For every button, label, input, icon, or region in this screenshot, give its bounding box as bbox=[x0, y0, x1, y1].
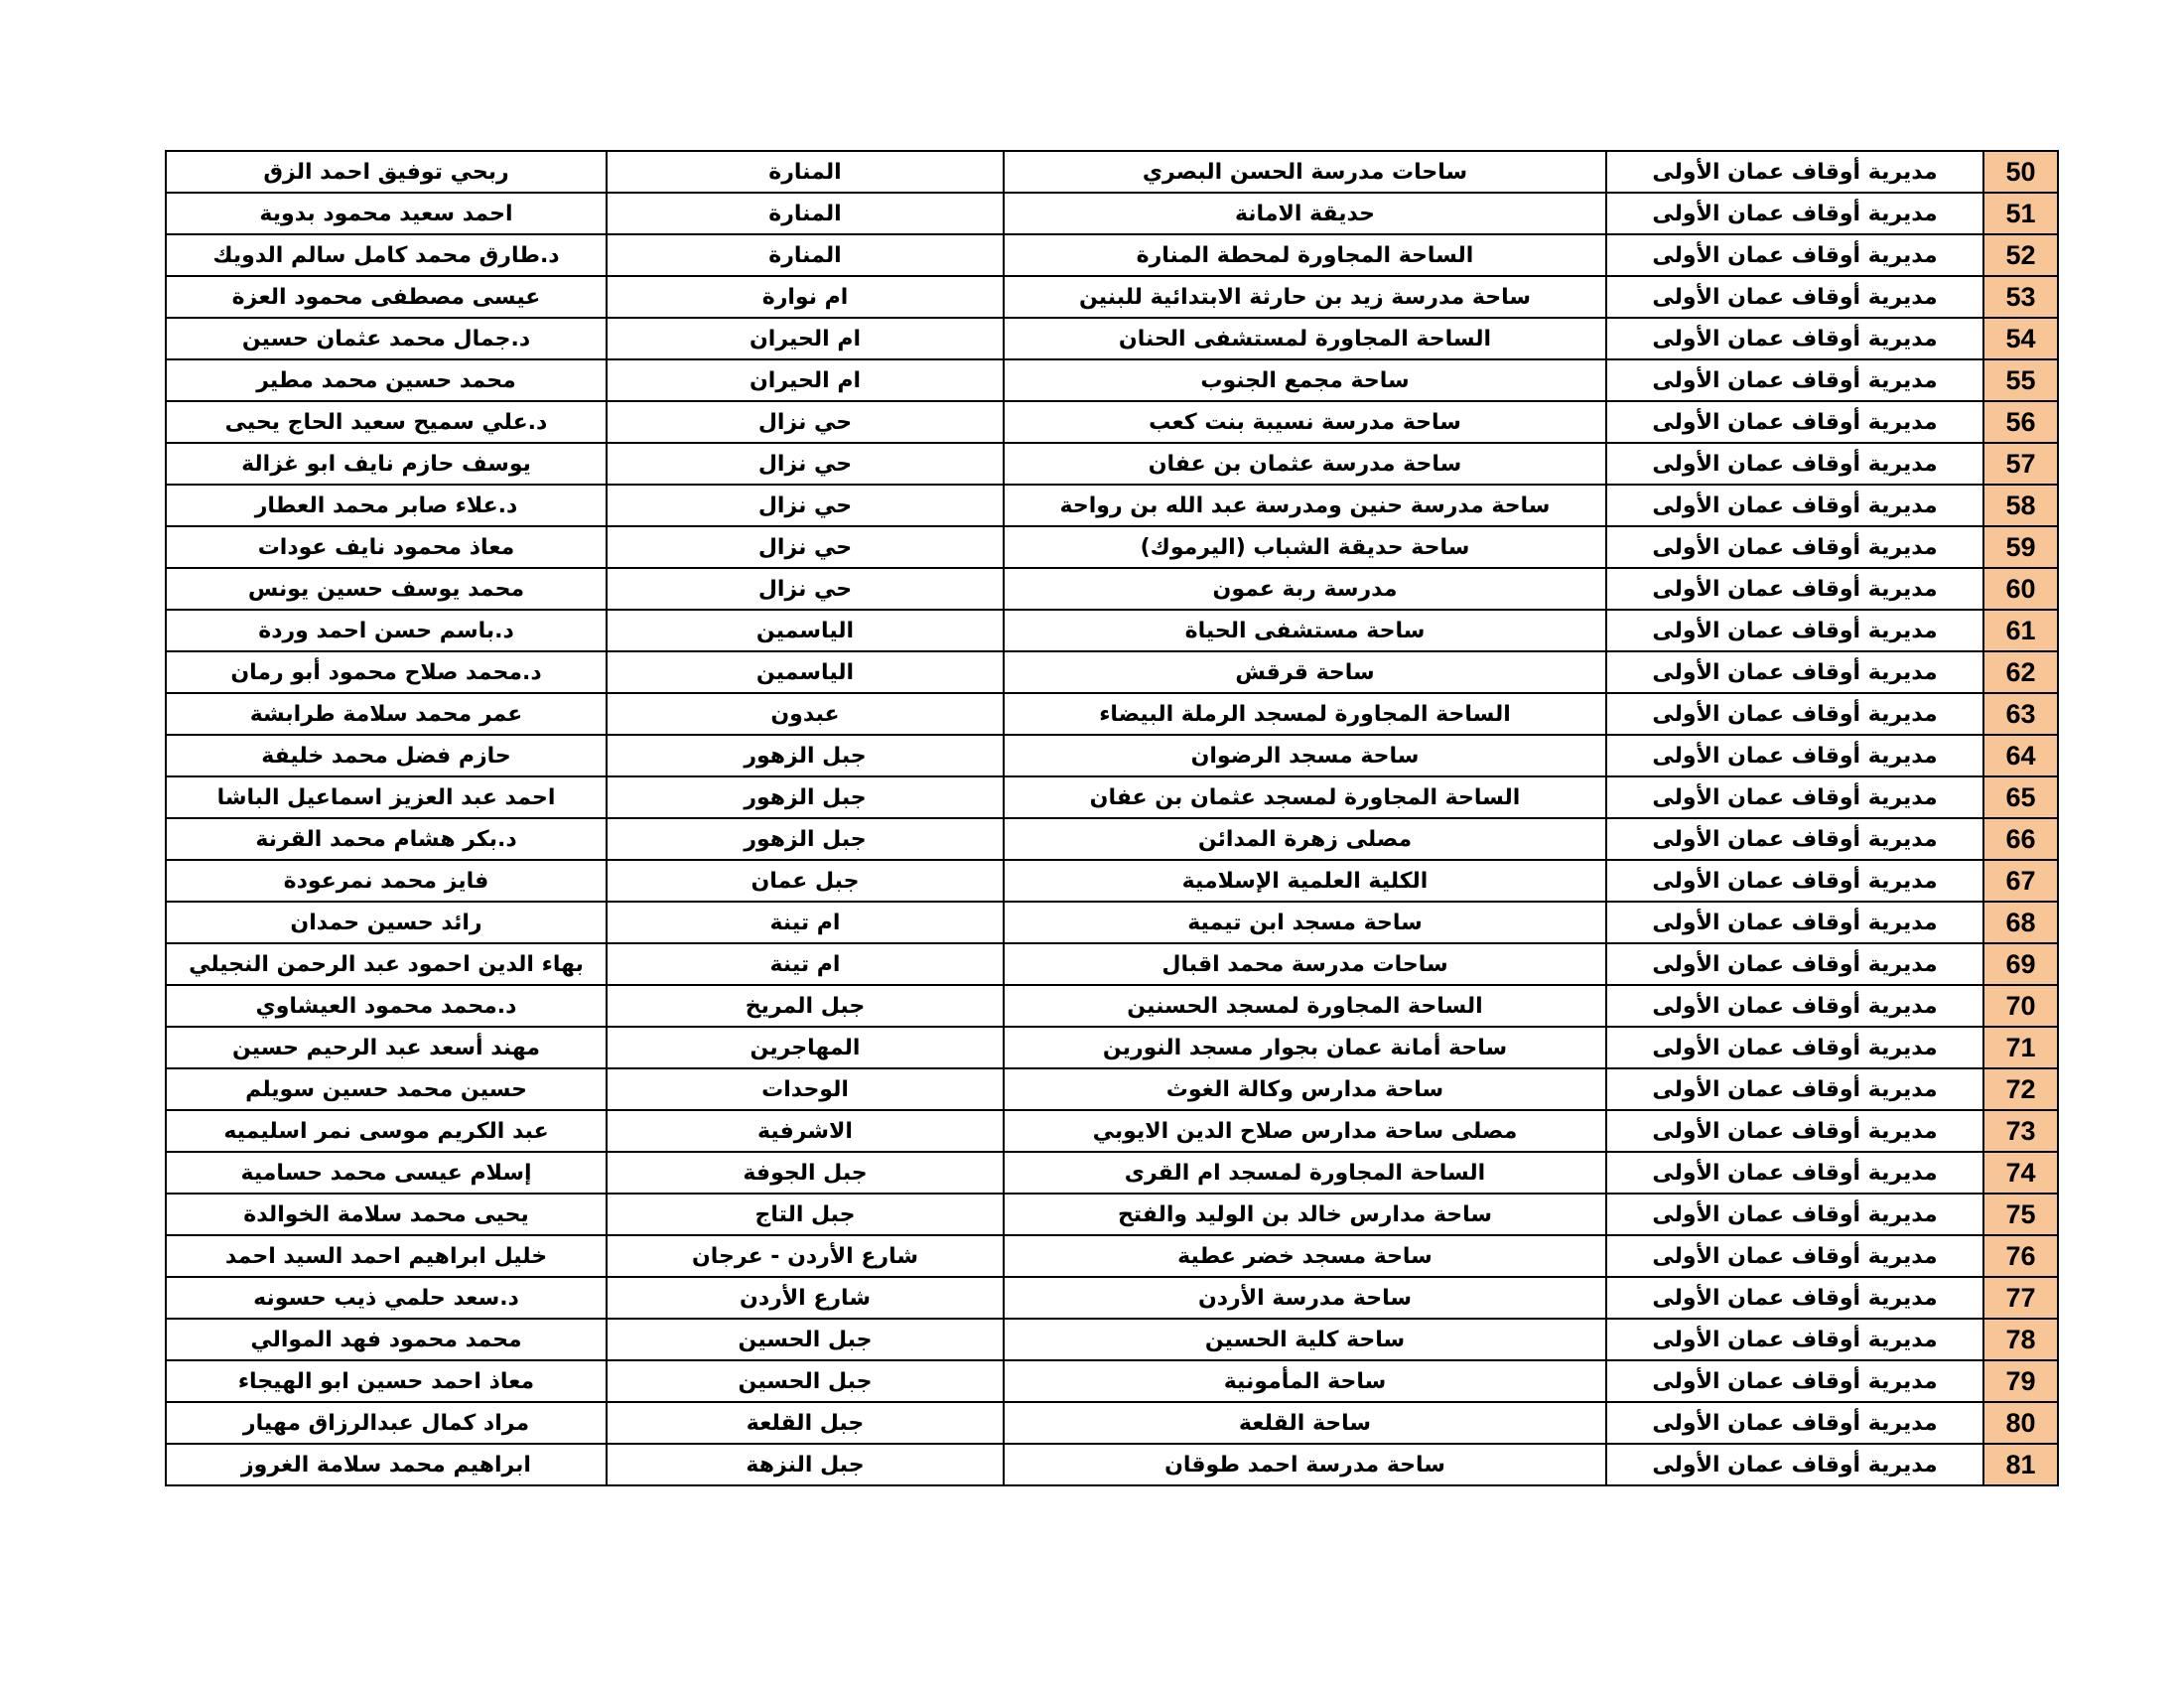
site-cell: ساحة مدرسة نسيبة بنت كعب bbox=[1004, 401, 1606, 443]
directorate-cell: مديرية أوقاف عمان الأولى bbox=[1606, 359, 1983, 401]
imam-name-cell: إسلام عيسى محمد حسامية bbox=[166, 1152, 607, 1194]
imam-name-cell: د.طارق محمد كامل سالم الدويك bbox=[166, 234, 607, 276]
imam-name-cell: د.بكر هشام محمد القرنة bbox=[166, 818, 607, 860]
area-cell: ام نوارة bbox=[607, 276, 1004, 318]
directorate-cell: مديرية أوقاف عمان الأولى bbox=[1606, 1068, 1983, 1110]
area-cell: جبل الحسين bbox=[607, 1360, 1004, 1402]
directorate-cell: مديرية أوقاف عمان الأولى bbox=[1606, 1194, 1983, 1235]
site-cell: ساحة أمانة عمان بجوار مسجد النورين bbox=[1004, 1027, 1606, 1068]
site-cell: الساحة المجاورة لمسجد الحسنين bbox=[1004, 985, 1606, 1027]
directorate-cell: مديرية أوقاف عمان الأولى bbox=[1606, 151, 1983, 193]
directorate-cell: مديرية أوقاف عمان الأولى bbox=[1606, 651, 1983, 693]
directorate-cell: مديرية أوقاف عمان الأولى bbox=[1606, 818, 1983, 860]
row-number-cell: 60 bbox=[1983, 568, 2058, 610]
area-cell: شارع الأردن - عرجان bbox=[607, 1235, 1004, 1277]
imam-name-cell: د.علاء صابر محمد العطار bbox=[166, 485, 607, 526]
area-cell: جبل الحسين bbox=[607, 1319, 1004, 1360]
table-row bbox=[166, 526, 2058, 568]
area-cell: جبل التاج bbox=[607, 1194, 1004, 1235]
table-row bbox=[166, 1152, 2058, 1194]
imam-name-cell: ابراهيم محمد سلامة الغروز bbox=[166, 1444, 607, 1485]
site-cell: ساحة مدرسة الأردن bbox=[1004, 1277, 1606, 1319]
table-row bbox=[166, 943, 2058, 985]
imam-name-cell: محمد محمود فهد الموالي bbox=[166, 1319, 607, 1360]
table-row bbox=[166, 443, 2058, 485]
directorate-cell: مديرية أوقاف عمان الأولى bbox=[1606, 1235, 1983, 1277]
site-cell: ساحة مدرسة زيد بن حارثة الابتدائية للبنين bbox=[1004, 276, 1606, 318]
imam-name-cell: ربحي توفيق احمد الزق bbox=[166, 151, 607, 193]
row-number-cell: 70 bbox=[1983, 985, 2058, 1027]
imam-name-cell: محمد حسين محمد مطير bbox=[166, 359, 607, 401]
row-number-cell: 73 bbox=[1983, 1110, 2058, 1152]
area-cell: الاشرفية bbox=[607, 1110, 1004, 1152]
table-row bbox=[166, 1277, 2058, 1319]
row-number-cell: 52 bbox=[1983, 234, 2058, 276]
row-number-cell: 69 bbox=[1983, 943, 2058, 985]
imam-name-cell: عمر محمد سلامة طرابشة bbox=[166, 693, 607, 735]
site-cell: ساحة مسجد الرضوان bbox=[1004, 735, 1606, 776]
area-cell: الياسمين bbox=[607, 610, 1004, 651]
imam-name-cell: احمد سعيد محمود بدوية bbox=[166, 193, 607, 234]
table-row bbox=[166, 401, 2058, 443]
table-body bbox=[166, 151, 2058, 1485]
directorate-cell: مديرية أوقاف عمان الأولى bbox=[1606, 1444, 1983, 1485]
table-row bbox=[166, 193, 2058, 234]
area-cell: الوحدات bbox=[607, 1068, 1004, 1110]
row-number-cell: 74 bbox=[1983, 1152, 2058, 1194]
imam-name-cell: خليل ابراهيم احمد السيد احمد bbox=[166, 1235, 607, 1277]
imam-name-cell: د.محمد صلاح محمود أبو رمان bbox=[166, 651, 607, 693]
imam-name-cell: حازم فضل محمد خليفة bbox=[166, 735, 607, 776]
area-cell: جبل القلعة bbox=[607, 1402, 1004, 1444]
site-cell: ساحة مدرسة حنين ومدرسة عبد الله بن رواحة bbox=[1004, 485, 1606, 526]
table-row bbox=[166, 818, 2058, 860]
directorate-cell: مديرية أوقاف عمان الأولى bbox=[1606, 276, 1983, 318]
imam-name-cell: يحيى محمد سلامة الخوالدة bbox=[166, 1194, 607, 1235]
row-number-cell: 56 bbox=[1983, 401, 2058, 443]
prayer-sites-table bbox=[165, 150, 2059, 1486]
row-number-cell: 80 bbox=[1983, 1402, 2058, 1444]
row-number-cell: 72 bbox=[1983, 1068, 2058, 1110]
directorate-cell: مديرية أوقاف عمان الأولى bbox=[1606, 1319, 1983, 1360]
row-number-cell: 65 bbox=[1983, 776, 2058, 818]
area-cell: ام الحيران bbox=[607, 359, 1004, 401]
row-number-cell: 67 bbox=[1983, 860, 2058, 902]
table-row bbox=[166, 902, 2058, 943]
area-cell: جبل المريخ bbox=[607, 985, 1004, 1027]
table-row bbox=[166, 151, 2058, 193]
directorate-cell: مديرية أوقاف عمان الأولى bbox=[1606, 1277, 1983, 1319]
row-number-cell: 57 bbox=[1983, 443, 2058, 485]
directorate-cell: مديرية أوقاف عمان الأولى bbox=[1606, 568, 1983, 610]
site-cell: الساحة المجاورة لمسجد الرملة البيضاء bbox=[1004, 693, 1606, 735]
directorate-cell: مديرية أوقاف عمان الأولى bbox=[1606, 318, 1983, 359]
table-row bbox=[166, 735, 2058, 776]
imam-name-cell: معاذ احمد حسين ابو الهيجاء bbox=[166, 1360, 607, 1402]
directorate-cell: مديرية أوقاف عمان الأولى bbox=[1606, 902, 1983, 943]
imam-name-cell: رائد حسين حمدان bbox=[166, 902, 607, 943]
site-cell: ساحة مستشفى الحياة bbox=[1004, 610, 1606, 651]
site-cell: ساحة حديقة الشباب (اليرموك) bbox=[1004, 526, 1606, 568]
imam-name-cell: د.علي سميح سعيد الحاج يحيى bbox=[166, 401, 607, 443]
imam-name-cell: محمد يوسف حسين يونس bbox=[166, 568, 607, 610]
imam-name-cell: معاذ محمود نايف عودات bbox=[166, 526, 607, 568]
table-row bbox=[166, 234, 2058, 276]
table-row bbox=[166, 1444, 2058, 1485]
area-cell: حي نزال bbox=[607, 401, 1004, 443]
site-cell: ساحة مجمع الجنوب bbox=[1004, 359, 1606, 401]
site-cell: الساحة المجاورة لمسجد ام القرى bbox=[1004, 1152, 1606, 1194]
table-row bbox=[166, 610, 2058, 651]
site-cell: مدرسة ربة عمون bbox=[1004, 568, 1606, 610]
table-row bbox=[166, 1235, 2058, 1277]
area-cell: الياسمين bbox=[607, 651, 1004, 693]
imam-name-cell: عبد الكريم موسى نمر اسليميه bbox=[166, 1110, 607, 1152]
table-row bbox=[166, 485, 2058, 526]
table-row bbox=[166, 1068, 2058, 1110]
table-row bbox=[166, 276, 2058, 318]
area-cell: جبل الزهور bbox=[607, 818, 1004, 860]
table-row bbox=[166, 1027, 2058, 1068]
area-cell: المنارة bbox=[607, 151, 1004, 193]
table-row bbox=[166, 985, 2058, 1027]
imam-name-cell: د.باسم حسن احمد وردة bbox=[166, 610, 607, 651]
area-cell: حي نزال bbox=[607, 526, 1004, 568]
row-number-cell: 59 bbox=[1983, 526, 2058, 568]
site-cell: ساحة مدارس وكالة الغوث bbox=[1004, 1068, 1606, 1110]
site-cell: ساحات مدرسة محمد اقبال bbox=[1004, 943, 1606, 985]
site-cell: ساحة مسجد ابن تيمية bbox=[1004, 902, 1606, 943]
area-cell: جبل النزهة bbox=[607, 1444, 1004, 1485]
row-number-cell: 68 bbox=[1983, 902, 2058, 943]
imam-name-cell: د.محمد محمود العيشاوي bbox=[166, 985, 607, 1027]
site-cell: الساحة المجاورة لمحطة المنارة bbox=[1004, 234, 1606, 276]
directorate-cell: مديرية أوقاف عمان الأولى bbox=[1606, 1110, 1983, 1152]
row-number-cell: 75 bbox=[1983, 1194, 2058, 1235]
area-cell: جبل عمان bbox=[607, 860, 1004, 902]
directorate-cell: مديرية أوقاف عمان الأولى bbox=[1606, 860, 1983, 902]
area-cell: ام تينة bbox=[607, 902, 1004, 943]
directorate-cell: مديرية أوقاف عمان الأولى bbox=[1606, 526, 1983, 568]
site-cell: مصلى ساحة مدارس صلاح الدين الايوبي bbox=[1004, 1110, 1606, 1152]
row-number-cell: 54 bbox=[1983, 318, 2058, 359]
directorate-cell: مديرية أوقاف عمان الأولى bbox=[1606, 485, 1983, 526]
area-cell: شارع الأردن bbox=[607, 1277, 1004, 1319]
area-cell: المنارة bbox=[607, 234, 1004, 276]
site-cell: ساحة القلعة bbox=[1004, 1402, 1606, 1444]
row-number-cell: 76 bbox=[1983, 1235, 2058, 1277]
row-number-cell: 53 bbox=[1983, 276, 2058, 318]
row-number-cell: 71 bbox=[1983, 1027, 2058, 1068]
table-row bbox=[166, 1110, 2058, 1152]
directorate-cell: مديرية أوقاف عمان الأولى bbox=[1606, 1360, 1983, 1402]
site-cell: ساحات مدرسة الحسن البصري bbox=[1004, 151, 1606, 193]
directorate-cell: مديرية أوقاف عمان الأولى bbox=[1606, 193, 1983, 234]
imam-name-cell: حسين محمد حسين سويلم bbox=[166, 1068, 607, 1110]
row-number-cell: 64 bbox=[1983, 735, 2058, 776]
area-cell: حي نزال bbox=[607, 443, 1004, 485]
directorate-cell: مديرية أوقاف عمان الأولى bbox=[1606, 985, 1983, 1027]
directorate-cell: مديرية أوقاف عمان الأولى bbox=[1606, 1152, 1983, 1194]
site-cell: ساحة مدارس خالد بن الوليد والفتح bbox=[1004, 1194, 1606, 1235]
row-number-cell: 79 bbox=[1983, 1360, 2058, 1402]
area-cell: جبل الزهور bbox=[607, 735, 1004, 776]
area-cell: حي نزال bbox=[607, 568, 1004, 610]
directorate-cell: مديرية أوقاف عمان الأولى bbox=[1606, 610, 1983, 651]
row-number-cell: 77 bbox=[1983, 1277, 2058, 1319]
site-cell: مصلى زهرة المدائن bbox=[1004, 818, 1606, 860]
imam-name-cell: مهند أسعد عبد الرحيم حسين bbox=[166, 1027, 607, 1068]
area-cell: المهاجرين bbox=[607, 1027, 1004, 1068]
table-row bbox=[166, 359, 2058, 401]
row-number-cell: 78 bbox=[1983, 1319, 2058, 1360]
directorate-cell: مديرية أوقاف عمان الأولى bbox=[1606, 735, 1983, 776]
area-cell: عبدون bbox=[607, 693, 1004, 735]
site-cell: ساحة كلية الحسين bbox=[1004, 1319, 1606, 1360]
table-row bbox=[166, 693, 2058, 735]
directorate-cell: مديرية أوقاف عمان الأولى bbox=[1606, 1402, 1983, 1444]
imam-name-cell: فايز محمد نمرعودة bbox=[166, 860, 607, 902]
row-number-cell: 58 bbox=[1983, 485, 2058, 526]
site-cell: الكلية العلمية الإسلامية bbox=[1004, 860, 1606, 902]
site-cell: ساحة قرقش bbox=[1004, 651, 1606, 693]
table-row bbox=[166, 860, 2058, 902]
imam-name-cell: احمد عبد العزيز اسماعيل الباشا bbox=[166, 776, 607, 818]
table-row bbox=[166, 1194, 2058, 1235]
site-cell: ساحة مسجد خضر عطية bbox=[1004, 1235, 1606, 1277]
area-cell: ام تينة bbox=[607, 943, 1004, 985]
area-cell: ام الحيران bbox=[607, 318, 1004, 359]
table-row bbox=[166, 651, 2058, 693]
row-number-cell: 66 bbox=[1983, 818, 2058, 860]
directorate-cell: مديرية أوقاف عمان الأولى bbox=[1606, 443, 1983, 485]
table-row bbox=[166, 318, 2058, 359]
imam-name-cell: عيسى مصطفى محمود العزة bbox=[166, 276, 607, 318]
directorate-cell: مديرية أوقاف عمان الأولى bbox=[1606, 234, 1983, 276]
imam-name-cell: بهاء الدين احمود عبد الرحمن النجيلي bbox=[166, 943, 607, 985]
row-number-cell: 51 bbox=[1983, 193, 2058, 234]
imam-name-cell: يوسف حازم نايف ابو غزالة bbox=[166, 443, 607, 485]
directorate-cell: مديرية أوقاف عمان الأولى bbox=[1606, 693, 1983, 735]
site-cell: ساحة مدرسة عثمان بن عفان bbox=[1004, 443, 1606, 485]
site-cell: حديقة الامانة bbox=[1004, 193, 1606, 234]
imam-name-cell: د.سعد حلمي ذيب حسونه bbox=[166, 1277, 607, 1319]
table-row bbox=[166, 776, 2058, 818]
site-cell: الساحة المجاورة لمسجد عثمان بن عفان bbox=[1004, 776, 1606, 818]
table-row bbox=[166, 1319, 2058, 1360]
table-row bbox=[166, 568, 2058, 610]
row-number-cell: 50 bbox=[1983, 151, 2058, 193]
site-cell: ساحة مدرسة احمد طوقان bbox=[1004, 1444, 1606, 1485]
directorate-cell: مديرية أوقاف عمان الأولى bbox=[1606, 943, 1983, 985]
directorate-cell: مديرية أوقاف عمان الأولى bbox=[1606, 401, 1983, 443]
area-cell: جبل الزهور bbox=[607, 776, 1004, 818]
site-cell: الساحة المجاورة لمستشفى الحنان bbox=[1004, 318, 1606, 359]
directorate-cell: مديرية أوقاف عمان الأولى bbox=[1606, 1027, 1983, 1068]
area-cell: المنارة bbox=[607, 193, 1004, 234]
site-cell: ساحة المأمونية bbox=[1004, 1360, 1606, 1402]
directorate-cell: مديرية أوقاف عمان الأولى bbox=[1606, 776, 1983, 818]
row-number-cell: 63 bbox=[1983, 693, 2058, 735]
imam-name-cell: د.جمال محمد عثمان حسين bbox=[166, 318, 607, 359]
area-cell: جبل الجوفة bbox=[607, 1152, 1004, 1194]
row-number-cell: 81 bbox=[1983, 1444, 2058, 1485]
area-cell: حي نزال bbox=[607, 485, 1004, 526]
row-number-cell: 62 bbox=[1983, 651, 2058, 693]
row-number-cell: 61 bbox=[1983, 610, 2058, 651]
table-row bbox=[166, 1402, 2058, 1444]
row-number-cell: 55 bbox=[1983, 359, 2058, 401]
table-row bbox=[166, 1360, 2058, 1402]
imam-name-cell: مراد كمال عبدالرزاق مهيار bbox=[166, 1402, 607, 1444]
